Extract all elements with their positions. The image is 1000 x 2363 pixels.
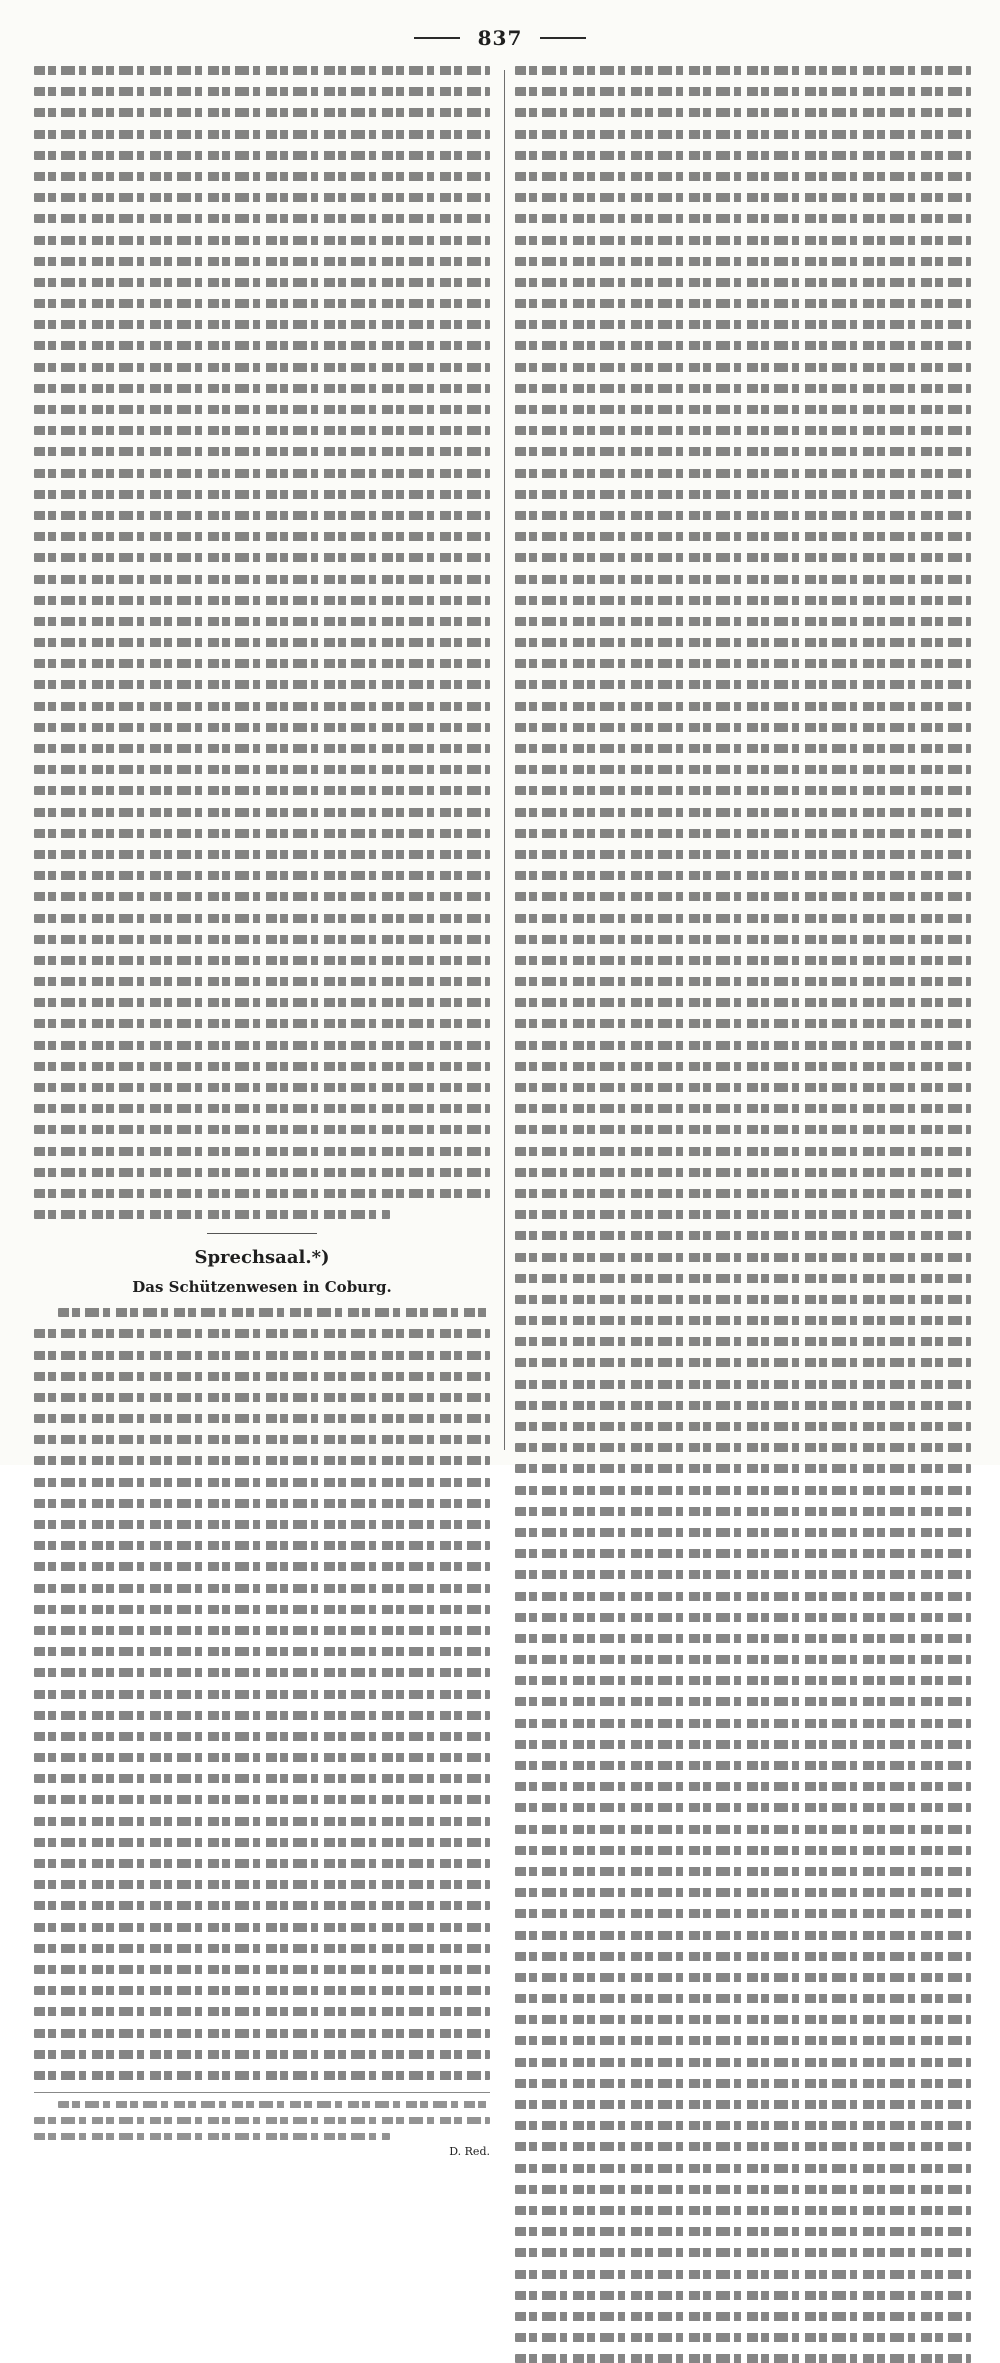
text-line	[34, 2007, 490, 2016]
text-line	[515, 2185, 971, 2194]
text-line	[34, 723, 490, 732]
text-line	[34, 1019, 490, 1028]
text-line	[515, 1062, 971, 1071]
text-line	[515, 384, 971, 393]
text-line	[34, 850, 490, 859]
left-column	[34, 66, 490, 2159]
text-line	[515, 2058, 971, 2067]
text-line	[515, 1041, 971, 1050]
text-line	[515, 1761, 971, 1770]
text-line	[515, 914, 971, 923]
text-line	[34, 1711, 490, 1720]
text-line	[34, 977, 490, 986]
text-line	[34, 1189, 490, 1198]
page-header	[0, 18, 1000, 58]
text-line	[515, 1867, 971, 1876]
text-line	[34, 1584, 490, 1593]
text-line	[34, 765, 490, 774]
text-line	[34, 2050, 490, 2059]
text-line	[515, 638, 971, 647]
text-line	[34, 363, 490, 372]
text-line	[515, 2079, 971, 2088]
article-text-block	[34, 1308, 490, 2080]
text-line	[515, 617, 971, 626]
text-line	[34, 638, 490, 647]
text-line	[515, 363, 971, 372]
text-line	[515, 659, 971, 668]
text-line	[34, 786, 490, 795]
text-line	[515, 2312, 971, 2321]
text-line	[34, 532, 490, 541]
text-line	[34, 320, 490, 329]
text-line	[34, 1541, 490, 1550]
footnote-separator	[34, 2092, 490, 2093]
text-line	[515, 1528, 971, 1537]
text-line	[515, 1592, 971, 1601]
text-line	[515, 1125, 971, 1134]
text-line	[515, 66, 971, 75]
text-line	[34, 341, 490, 350]
header-rule-left	[414, 37, 460, 39]
text-line	[34, 1414, 490, 1423]
text-line	[515, 1634, 971, 1643]
text-line	[34, 1499, 490, 1508]
text-line	[515, 1104, 971, 1113]
text-line	[34, 702, 490, 711]
text-line	[515, 469, 971, 478]
text-line	[34, 426, 490, 435]
text-line	[34, 490, 490, 499]
text-line	[515, 850, 971, 859]
text-line	[34, 151, 490, 160]
text-line	[515, 426, 971, 435]
footnote-signature: D. Red.	[449, 2145, 490, 2159]
text-line	[515, 1846, 971, 1855]
footnote	[34, 2101, 490, 2159]
page-number: 837	[477, 26, 523, 50]
text-line	[34, 1435, 490, 1444]
text-line	[515, 1973, 971, 1982]
text-line	[515, 680, 971, 689]
text-line	[515, 1952, 971, 1961]
text-line	[515, 1740, 971, 1749]
text-line	[34, 172, 490, 181]
header-rule-right	[540, 37, 586, 39]
text-line	[515, 193, 971, 202]
text-line	[34, 2071, 490, 2080]
footnote-line	[34, 2133, 390, 2140]
text-line	[515, 1358, 971, 1367]
text-line	[34, 1372, 490, 1381]
text-line	[515, 744, 971, 753]
text-line	[515, 786, 971, 795]
text-line	[34, 1329, 490, 1338]
text-line	[515, 1697, 971, 1706]
text-line	[515, 405, 971, 414]
text-line	[34, 278, 490, 287]
text-line	[515, 511, 971, 520]
text-line	[34, 1062, 490, 1071]
text-line	[58, 1308, 490, 1317]
text-line	[34, 1880, 490, 1889]
text-line	[515, 87, 971, 96]
text-line	[515, 935, 971, 944]
text-line	[515, 2142, 971, 2151]
text-line	[515, 257, 971, 266]
text-line	[515, 320, 971, 329]
text-line	[515, 2227, 971, 2236]
text-line	[34, 1901, 490, 1910]
text-line	[34, 553, 490, 562]
text-line	[515, 998, 971, 1007]
text-line	[515, 130, 971, 139]
text-line	[34, 829, 490, 838]
right-column	[515, 66, 971, 1451]
text-line	[515, 1443, 971, 1452]
text-line	[34, 1104, 490, 1113]
text-line	[515, 871, 971, 880]
section-heading: Sprechsaal.*)	[194, 1247, 330, 1269]
text-line	[34, 808, 490, 817]
text-line	[515, 1019, 971, 1028]
text-line	[515, 1782, 971, 1791]
text-line	[515, 2164, 971, 2173]
text-line	[515, 1274, 971, 1283]
text-line	[515, 1422, 971, 1431]
text-line	[34, 1520, 490, 1529]
text-line	[34, 1732, 490, 1741]
text-line	[515, 596, 971, 605]
text-line	[515, 490, 971, 499]
text-line	[34, 384, 490, 393]
text-line	[34, 405, 490, 414]
text-line	[515, 1168, 971, 1177]
text-line	[515, 1337, 971, 1346]
text-line	[515, 956, 971, 965]
text-line	[34, 1795, 490, 1804]
text-line	[34, 596, 490, 605]
text-line	[34, 108, 490, 117]
text-line	[34, 1125, 490, 1134]
text-line	[515, 2291, 971, 2300]
text-line	[34, 680, 490, 689]
section-separator	[207, 1233, 317, 1234]
text-line	[515, 1316, 971, 1325]
text-line	[34, 1690, 490, 1699]
text-line	[34, 617, 490, 626]
text-line	[34, 299, 490, 308]
text-line	[34, 193, 490, 202]
text-line	[515, 723, 971, 732]
text-line	[515, 2354, 971, 2363]
text-line	[515, 553, 971, 562]
text-line	[515, 808, 971, 817]
text-line	[515, 299, 971, 308]
text-line	[34, 744, 490, 753]
text-line	[515, 2015, 971, 2024]
text-line	[515, 2036, 971, 2045]
text-line	[515, 1994, 971, 2003]
text-line	[34, 998, 490, 1007]
text-line	[34, 1168, 490, 1177]
text-line	[515, 977, 971, 986]
text-line	[34, 66, 490, 75]
text-line	[515, 1613, 971, 1622]
text-line	[515, 575, 971, 584]
text-line	[34, 1774, 490, 1783]
text-line	[34, 1605, 490, 1614]
text-line	[34, 1562, 490, 1571]
text-line	[34, 1041, 490, 1050]
text-line	[34, 1456, 490, 1465]
text-line	[34, 659, 490, 668]
article-text-block	[515, 66, 971, 2363]
text-line	[34, 2029, 490, 2038]
text-line	[515, 1549, 971, 1558]
text-line	[515, 2270, 971, 2279]
text-line	[515, 1655, 971, 1664]
text-line	[34, 914, 490, 923]
text-line	[34, 1393, 490, 1402]
text-line	[34, 871, 490, 880]
text-line	[515, 1676, 971, 1685]
text-line	[34, 1478, 490, 1487]
text-line	[34, 1817, 490, 1826]
text-line	[34, 1986, 490, 1995]
text-line	[515, 1380, 971, 1389]
text-line	[515, 1253, 971, 1262]
text-line	[34, 1838, 490, 1847]
text-line	[515, 1189, 971, 1198]
text-line	[34, 1647, 490, 1656]
text-line	[34, 1147, 490, 1156]
text-line	[34, 1210, 390, 1219]
text-line	[34, 447, 490, 456]
text-line	[515, 341, 971, 350]
text-line	[34, 892, 490, 901]
text-line	[515, 1464, 971, 1473]
text-line	[34, 1753, 490, 1762]
text-line	[515, 532, 971, 541]
text-line	[515, 1931, 971, 1940]
footnote-line	[58, 2101, 490, 2108]
article-title: Das Schützenwesen in Coburg.	[132, 1278, 392, 1297]
text-line	[34, 956, 490, 965]
text-line	[34, 236, 490, 245]
text-line	[34, 469, 490, 478]
text-line	[34, 214, 490, 223]
text-line	[515, 829, 971, 838]
text-line	[34, 130, 490, 139]
text-line	[515, 1231, 971, 1240]
text-line	[34, 1859, 490, 1868]
text-line	[34, 1083, 490, 1092]
footnote-line	[34, 2117, 490, 2124]
text-line	[515, 1888, 971, 1897]
text-line	[515, 151, 971, 160]
text-line	[515, 2121, 971, 2130]
text-line	[515, 892, 971, 901]
text-line	[515, 2333, 971, 2342]
text-line	[34, 1626, 490, 1635]
text-line	[515, 172, 971, 181]
text-line	[515, 1825, 971, 1834]
text-line	[515, 1570, 971, 1579]
text-line	[515, 1147, 971, 1156]
text-line	[34, 87, 490, 96]
text-line	[515, 2100, 971, 2109]
text-line	[515, 1210, 971, 1219]
text-line	[515, 236, 971, 245]
text-line	[515, 765, 971, 774]
text-line	[515, 1295, 971, 1304]
column-divider	[504, 70, 505, 1450]
text-line	[515, 2206, 971, 2215]
text-line	[34, 1965, 490, 1974]
text-line	[515, 447, 971, 456]
text-line	[34, 1944, 490, 1953]
text-line	[515, 1486, 971, 1495]
text-line	[34, 935, 490, 944]
text-line	[34, 511, 490, 520]
text-line	[34, 575, 490, 584]
text-line	[515, 1507, 971, 1516]
text-line	[515, 702, 971, 711]
text-line	[515, 1719, 971, 1728]
text-line	[34, 1923, 490, 1932]
article-text-block	[34, 66, 490, 1219]
text-line	[515, 108, 971, 117]
text-line	[34, 1351, 490, 1360]
text-line	[515, 1803, 971, 1812]
text-line	[34, 257, 490, 266]
text-line	[515, 1909, 971, 1918]
text-line	[515, 1083, 971, 1092]
text-line	[515, 214, 971, 223]
text-line	[34, 1668, 490, 1677]
text-line	[515, 2248, 971, 2257]
text-line	[515, 278, 971, 287]
text-line	[515, 1401, 971, 1410]
